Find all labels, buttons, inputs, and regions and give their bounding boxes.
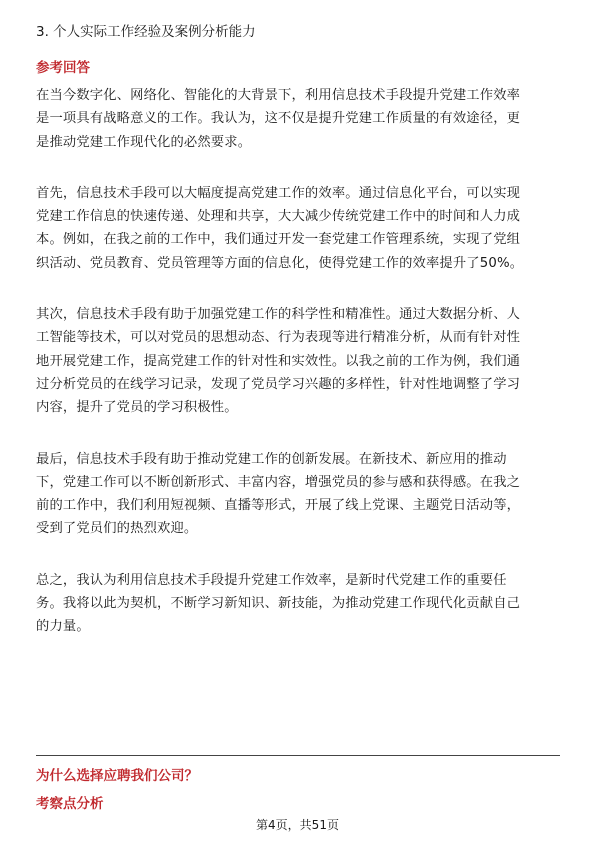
page-indicator: 第4页，共51页 <box>256 818 339 832</box>
paragraph-line: 工智能等技术，可以对党员的思想动态、行为表现等进行精准分析，从而有针对性 <box>36 330 521 346</box>
answer-body <box>36 84 560 667</box>
section-divider <box>36 755 560 756</box>
answer-paragraph-last <box>36 448 560 541</box>
paragraph-line: 本。例如，在我之前的工作中，我们通过开发一套党建工作管理系统，实现了党组 <box>36 232 521 248</box>
analysis-label: 考察点分析 <box>36 796 104 812</box>
paragraph-line: 下，党建工作可以不断创新形式、丰富内容，增强党员的参与感和获得感。在我之 <box>36 474 521 490</box>
paragraph-line: 内容，提升了党员的学习积极性。 <box>36 400 238 416</box>
paragraph-line: 前的工作中，我们利用短视频、直播等形式，开展了线上党课、主题党日活动等， <box>36 498 521 514</box>
paragraph-line: 在当今数字化、网络化、智能化的大背景下，利用信息技术手段提升党建工作效率 <box>36 88 521 103</box>
paragraph-line: 的力量。 <box>36 619 90 635</box>
paragraph-line: 地开展党建工作，提高党建工作的针对性和实效性。以我之前的工作为例，我们通 <box>36 353 521 369</box>
paragraph-line: 首先，信息技术手段可以大幅度提高党建工作的效率。通过信息化平台，可以实现 <box>36 185 521 201</box>
paragraph-line: 是一项具有战略意义的工作。我认为，这不仅是提升党建工作质量的有效途径，更 <box>36 111 521 127</box>
answer-paragraph-summary <box>36 569 560 639</box>
paragraph-line: 过分析党员的在线学习记录，发现了党员学习兴趣的多样性，针对性地调整了学习 <box>36 376 521 392</box>
paragraph-line: 务。我将以此为契机，不断学习新知识、新技能，为推动党建工作现代化贡献自己 <box>36 596 521 612</box>
next-question-title: 为什么选择应聘我们公司？ <box>36 768 198 784</box>
reference-answer-label: 参考回答 <box>36 60 90 76</box>
answer-paragraph-first <box>36 182 560 275</box>
paragraph-line: 其次，信息技术手段有助于加强党建工作的科学性和精准性。通过大数据分析、人 <box>36 307 521 323</box>
paragraph-line: 是推动党建工作现代化的必然要求。 <box>36 134 252 150</box>
answer-paragraph-intro <box>36 84 560 154</box>
question-title: 3. 个人实际工作经验及案例分析能力 <box>36 24 256 40</box>
paragraph-line: 总之，我认为利用信息技术手段提升党建工作效率，是新时代党建工作的重要任 <box>36 572 507 588</box>
answer-paragraph-second <box>36 303 560 419</box>
paragraph-line: 织活动、党员教育、党员管理等方面的信息化，使得党建工作的效率提升了50%。 <box>36 255 524 271</box>
paragraph-line: 受到了党员们的热烈欢迎。 <box>36 521 198 537</box>
paragraph-line: 最后，信息技术手段有助于推动党建工作的创新发展。在新技术、新应用的推动 <box>36 451 507 467</box>
paragraph-line: 党建工作信息的快速传递、处理和共享，大大减少传统党建工作中的时间和人力成 <box>36 209 521 225</box>
